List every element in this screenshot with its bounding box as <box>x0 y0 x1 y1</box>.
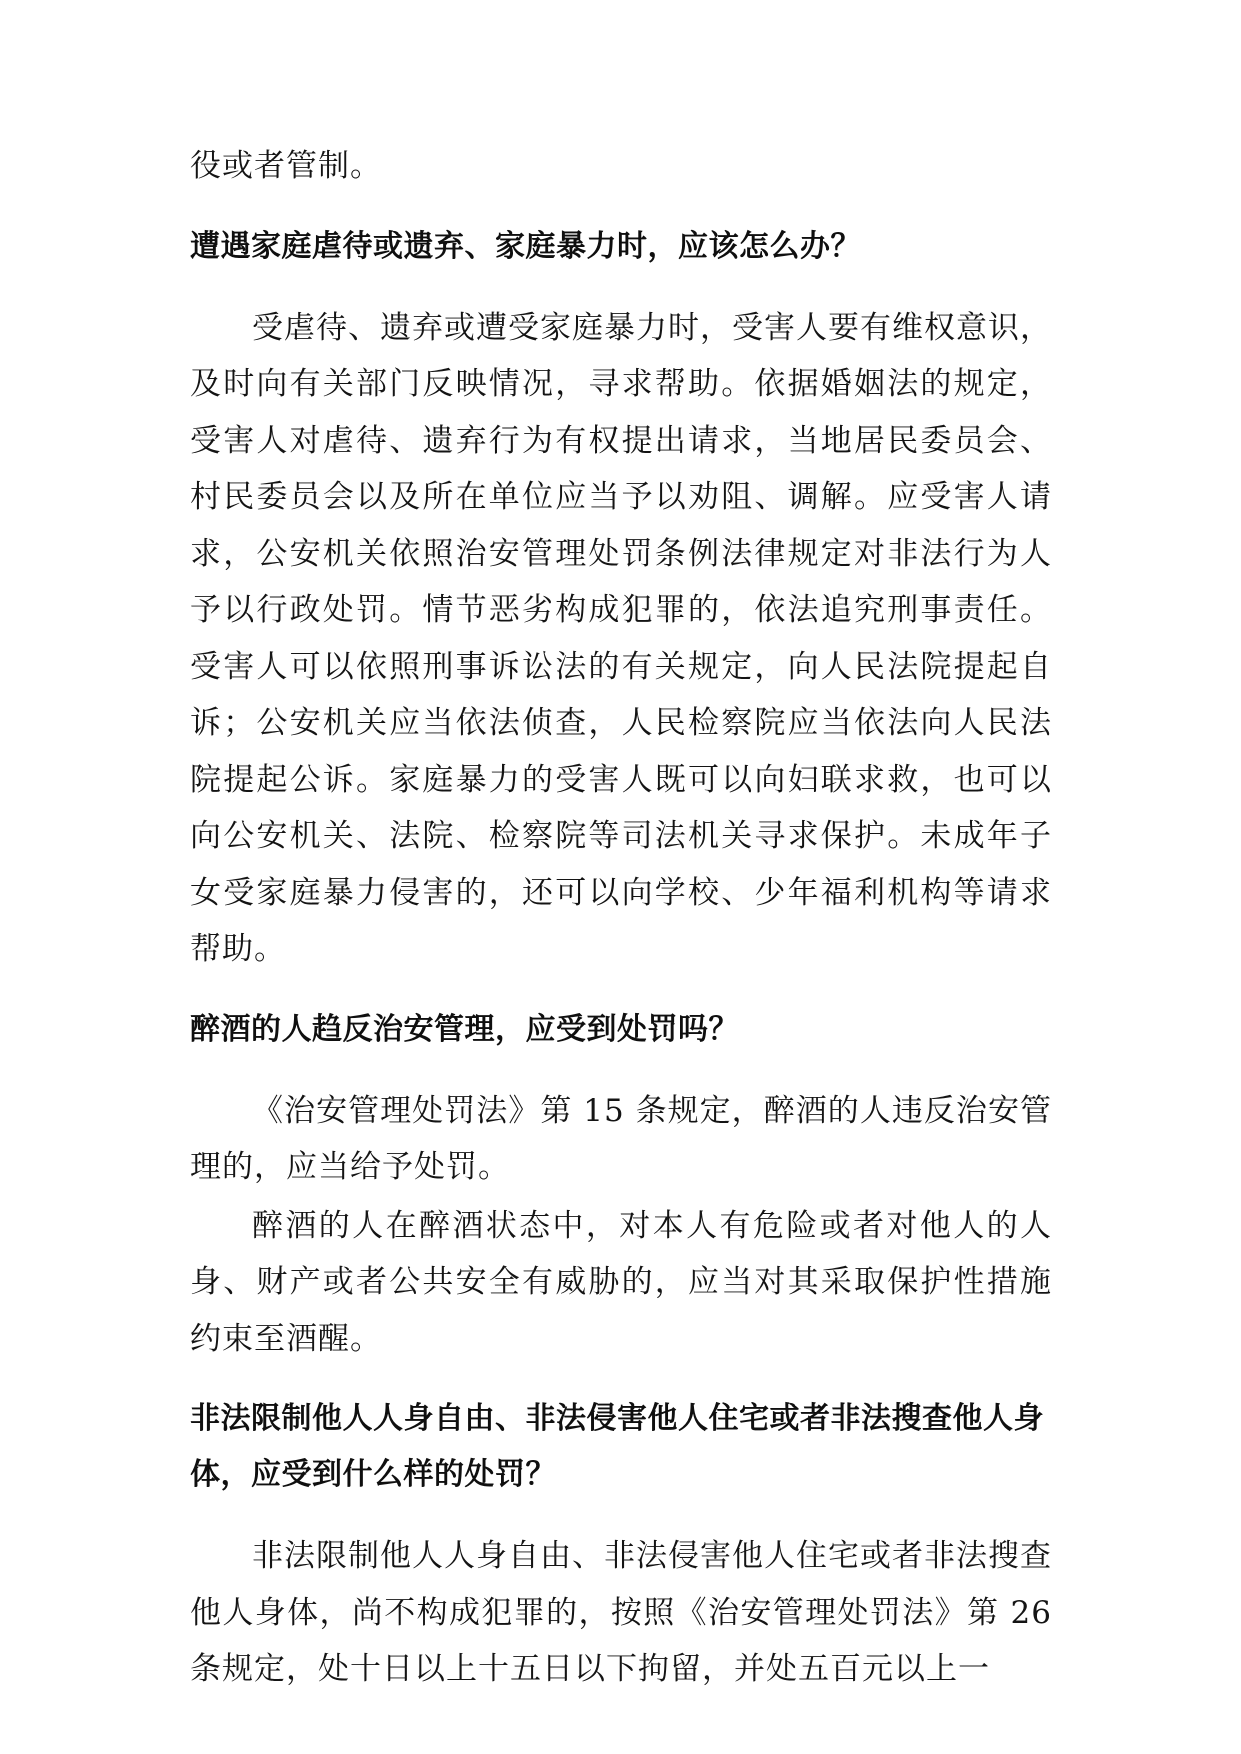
section-heading-unlawful-restriction: 非法限制他人人身自由、非法侵害他人住宅或者非法搜查他人身体，应受到什么样的处罚？ <box>190 1401 1044 1492</box>
document-page <box>190 138 1052 1698</box>
paragraph-domestic-violence: 受虐待、遗弃或遭受家庭暴力时，受害人要有维权意识，及时向有关部门反映情况，寻求帮助。依据婚姻法的规定，受害人对虐待、遗弃行为有权提出请求，当地居民委员会、村民委员会以及所在单位应当予以劝阻、调解。应受害人请求，公安机关依照治安管理处罚条例法律规定对非法行为人予以行政处罚。情节恶劣构成犯罪的，依法追究刑事责任。受害人可以依照刑事诉讼法的有关规定，向人民法院提起自诉；公安机关应当依法侦查，人民检察院应当依法向人民法院提起公诉。家庭暴力的受害人既可以向妇联求救，也可以向公安机关、法院、检察院等司法机关寻求保护。未成年子女受家庭暴力侵害的，还可以向学校、少年福利机构等请求帮助。 <box>190 309 1052 967</box>
lead-paragraph: 役或者管制。 <box>190 148 382 184</box>
paragraph-unlawful-restriction: 非法限制他人人身自由、非法侵害他人住宅或者非法搜查他人身体，尚不构成犯罪的，按照《治安管理处罚法》第 26 条规定，处十日以上十五日以下拘留，并处五百元以上一 <box>190 1538 1052 1687</box>
paragraph-drunk-person-2: 醉酒的人在醉酒状态中，对本人有危险或者对他人的人身、财产或者公共安全有威胁的，应当对其采取保护性措施约束至酒醒。 <box>190 1207 1052 1357</box>
section-heading-domestic-violence: 遭遇家庭虐待或遗弃、家庭暴力时，应该怎么办？ <box>190 228 861 264</box>
section-heading-drunk-person: 醉酒的人趋反治安管理，应受到处罚吗？ <box>190 1011 739 1047</box>
paragraph-drunk-person-1: 《治安管理处罚法》第 15 条规定，醉酒的人违反治安管理的，应当给予处罚。 <box>190 1092 1052 1185</box>
